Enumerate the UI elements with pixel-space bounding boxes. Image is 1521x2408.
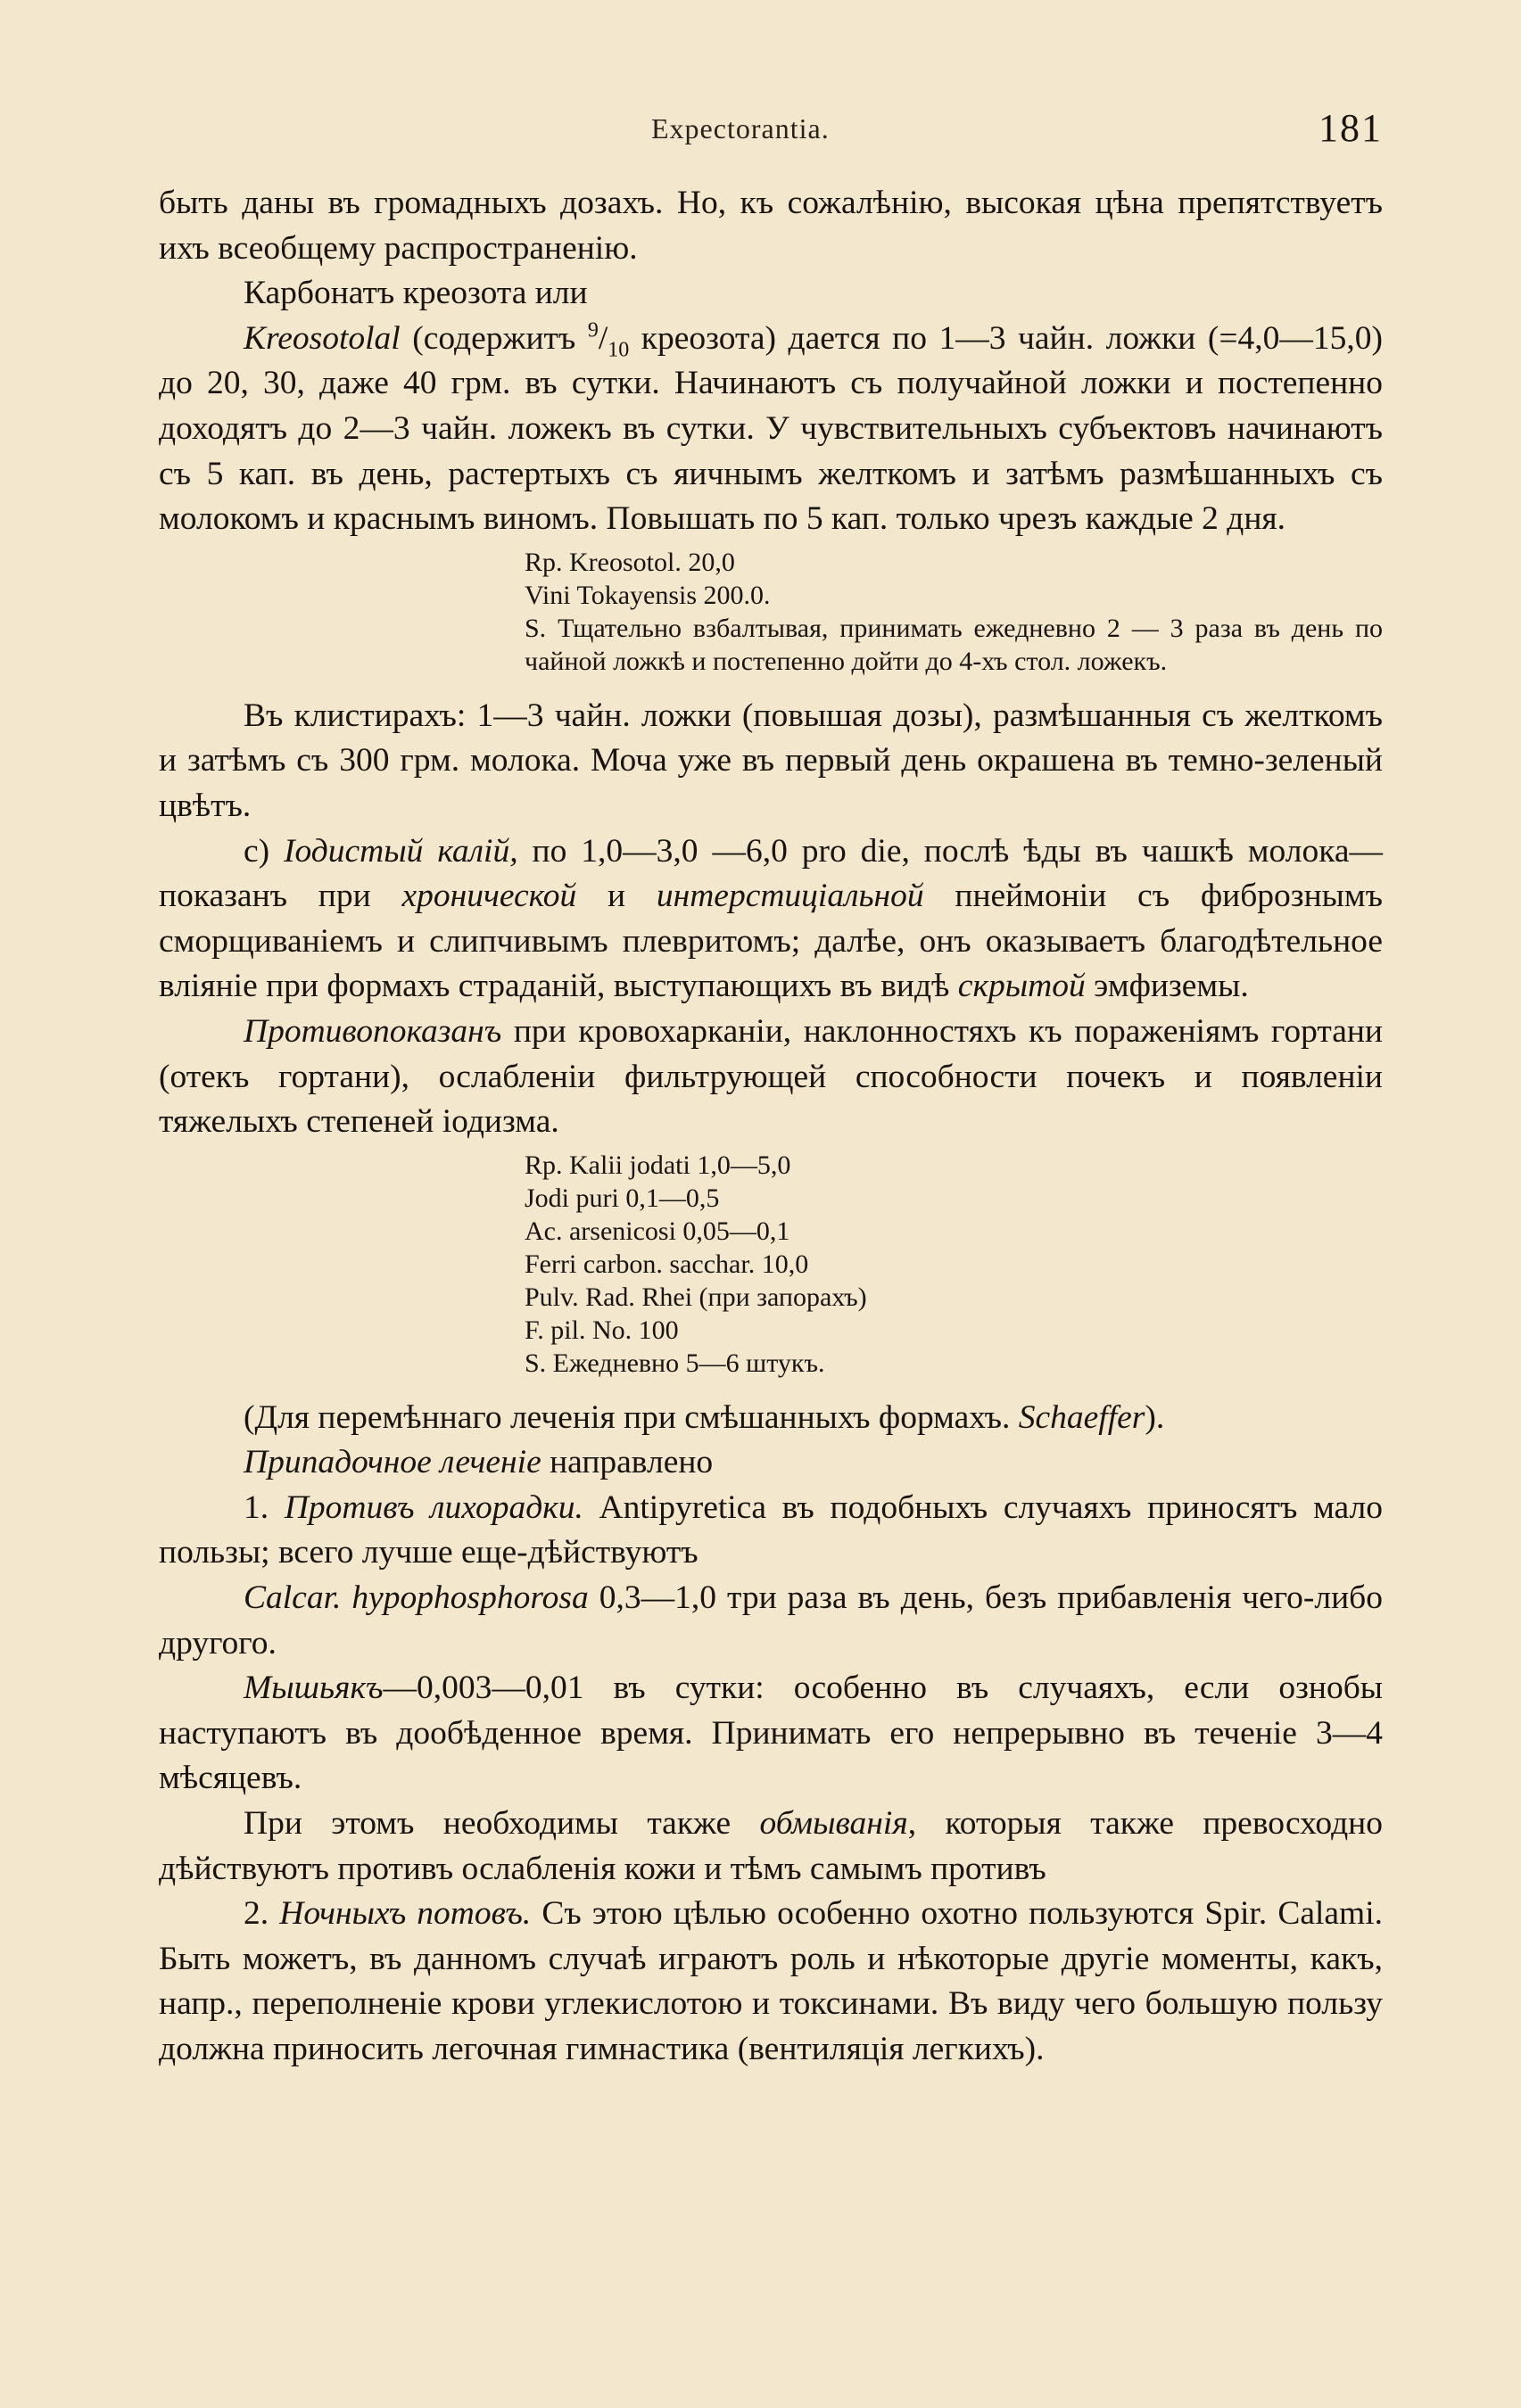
paragraph-9: 1. Противъ лихорадки. Antipyretica въ подобныхъ случаяхъ приносятъ мало пользы; всего лучше еще-дѣйствуютъ <box>159 1489 1383 1571</box>
paragraph-1: быть даны въ громадныхъ дозахъ. Но, къ сожалѣнію, высокая цѣна препятствуетъ ихъ всеобщему распространенію. <box>159 185 1383 267</box>
paragraph-8: Припадочное леченіе направлено <box>244 1444 714 1481</box>
prescription-2 <box>525 1149 1383 1380</box>
paragraph-5: c) Іодистый калій, по 1,0—3,0 —6,0 pro die, послѣ ѣды въ чашкѣ молока—показанъ при хронической и интерстиціальной пнеймоніи съ фибрознымъ сморщиваніемъ и слипчивымъ плевритомъ; далѣе, онъ оказываетъ благодѣтельное вліяніе при формахъ страданій, выступающихъ въ видѣ скрытой эмфиземы. <box>159 832 1383 1005</box>
rx-line: Vini Tokayensis 200.0. <box>525 580 771 610</box>
rx-line: Rp. Kalii jodati 1,0—5,0 <box>525 1150 791 1180</box>
page-body <box>159 181 1383 2073</box>
rx-signature: S. Ежедневно 5—6 штукъ. <box>525 1348 825 1378</box>
rx-line: Jodi puri 0,1—0,5 <box>525 1183 720 1213</box>
rx-line: Rp. Kreosotol. 20,0 <box>525 547 735 577</box>
rx-line: Ferri carbon. sacchar. 10,0 <box>525 1249 809 1279</box>
paragraph-10: Calcar. hypophosphorosa 0,3—1,0 три раза въ день, безъ прибавленія чего-либо другого. <box>159 1579 1384 1662</box>
paragraph-13: 2. Ночныхъ потовъ. Съ этою цѣлью особенно охотно пользуются Spir. Calami. Быть можетъ, въ данномъ случаѣ играютъ роль и нѣкоторые другіе моменты, какъ, напр., переполненіе крови углекислотою и токсинами. Въ виду чего большую пользу должна приносить легочная гимнастика (вентиляція легкихъ). <box>159 1895 1383 2067</box>
rx-line: F. pil. No. 100 <box>525 1315 679 1345</box>
paragraph-11: Мышьякъ—0,003—0,01 въ сутки: особенно въ случаяхъ, если ознобы наступаютъ въ дообѣденное время. Принимать его непрерывно въ теченіе 3—4 мѣсяцевъ. <box>159 1670 1383 1797</box>
rx-line: Ac. arsenicosi 0,05—0,1 <box>525 1216 790 1246</box>
page-header <box>152 105 1383 159</box>
running-title: Expectorantia. <box>651 112 830 144</box>
paragraph-4: Въ клистирахъ: 1—3 чайн. ложки (повышая дозы), размѣшанныя съ желткомъ и затѣмъ съ 300 грм. молока. Моча уже въ первый день окрашена въ темно-зеленый цвѣтъ. <box>159 697 1383 824</box>
paragraph-2: Карбонатъ креозота или <box>244 275 588 312</box>
paragraph-6: Противопоказанъ при кровохарканіи, наклонностяхъ къ пораженіямъ гортани (отекъ гортани), ослабленіи фильтрующей способности почекъ и появленіи тяжелыхъ степеней іодизма. <box>159 1012 1383 1141</box>
paragraph-7: (Для перемѣннаго леченія при смѣшанныхъ формахъ. Schaeffer). <box>244 1398 1165 1436</box>
prescription-1 <box>525 546 1383 678</box>
rx-signature: S. Тщательно взбалтывая, принимать ежедневно 2 — 3 раза въ день по чайной ложкѣ и постепенно дойти до 4-хъ стол. ложекъ. <box>525 613 1383 676</box>
paragraph-kreosotolal: Kreosotolal (содержитъ $^9/_{10}$ креозота) дается по 1—3 чайн. ложки (=4,0—15,0) до 20, 30, даже 40 грм. въ сутки. Начинаютъ съ получайной ложки и постепенно доходятъ до 2—3 чайн. ложекъ въ сутки. У чувствительныхъ субъектовъ начинаютъ съ 5 кап. въ день, растертыхъ съ яичнымъ желткомъ и затѣмъ размѣшанныхъ съ молокомъ и краснымъ виномъ. Повышать по 5 кап. только чрезъ каждые 2 дня. <box>159 318 1383 538</box>
paragraph-12: При этомъ необходимы также обмыванія, которыя также превосходно дѣйствуютъ противъ ослабленія кожи и тѣмъ самымъ противъ <box>159 1805 1384 1887</box>
drug-name: Kreosotolal <box>244 319 401 357</box>
page-number: 181 <box>1318 106 1383 150</box>
rx-line: Pulv. Rad. Rhei (при запорахъ) <box>525 1282 867 1312</box>
